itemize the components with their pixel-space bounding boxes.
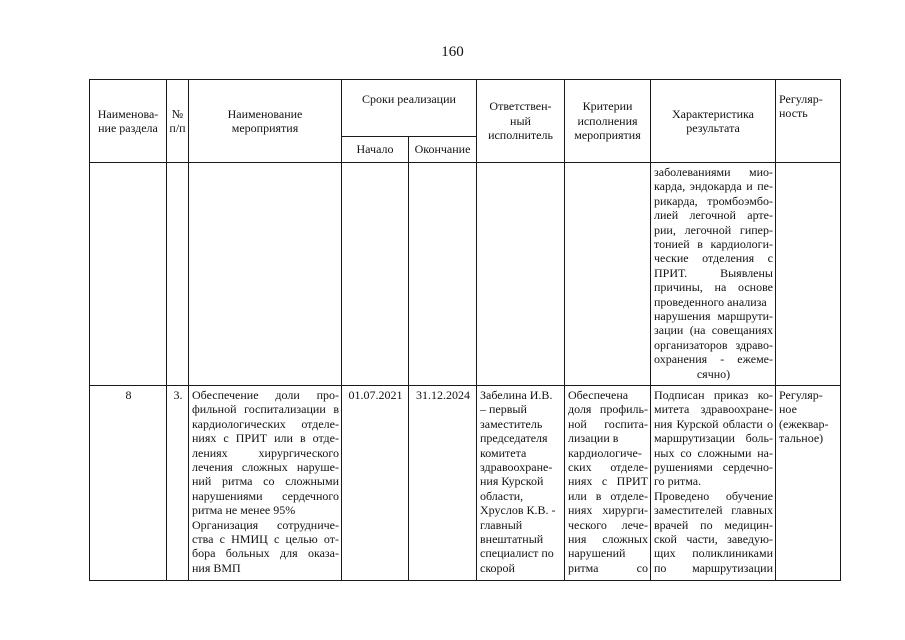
cell-end-date: 31.12.2024 <box>409 386 477 581</box>
cell-empty <box>90 163 167 386</box>
cell-criteria: Обеспечена доля профиль- ной госпита- лизации в кардиологиче- ских отделе- ниях с ПРИТ или в отделе- ниях хирурги- ческого лече- ния сложных нарушений ритма со <box>565 386 651 581</box>
header-start: Начало <box>342 137 409 163</box>
cell-section: 8 <box>90 386 167 581</box>
header-criteria: Критерии исполнения мероприятия <box>565 80 651 163</box>
header-section: Наименова- ние раздела <box>90 80 167 163</box>
cell-empty <box>342 163 409 386</box>
header-result: Характеристика результата <box>651 80 776 163</box>
header-regularity: Регуляр- ность <box>776 80 841 163</box>
header-event: Наименование мероприятия <box>189 80 342 163</box>
cell-start-date: 01.07.2021 <box>342 386 409 581</box>
cell-result: Подписан приказ ко- митета здравоохране- ния Курской области о маршрутизации боль- ных со сложными на- рушениями сердечно- го ритма. Проведено обучение заместителей главных врачей по медицин- ской части, заведую- щих поликлиниками по маршрутизации <box>651 386 776 581</box>
cell-regularity: Регуляр- ное (ежеквар- тальное) <box>776 386 841 581</box>
cell-empty <box>776 163 841 386</box>
events-table <box>89 79 841 581</box>
header-responsible: Ответствен- ный исполнитель <box>477 80 565 163</box>
cell-empty <box>409 163 477 386</box>
cell-empty <box>565 163 651 386</box>
cell-responsible: Забелина И.В. – первый заместитель председателя комитета здравоохране- ния Курской области, Хруслов К.В. - главный внештатный специалист по скорой <box>477 386 565 581</box>
table-row-continuation <box>90 163 841 386</box>
cell-empty <box>189 163 342 386</box>
table-row-8 <box>90 386 841 581</box>
cell-empty <box>477 163 565 386</box>
header-row <box>90 80 841 137</box>
header-terms: Сроки реализации <box>342 80 477 137</box>
cell-event: Обеспечение доли про- фильной госпитализации в кардиологических отделе- ниях с ПРИТ или в отде- лениях хирургического лечения сложных наруше- ний ритма со сложными нарушениями сердечного ритма не менее 95% Организация сотрудниче- ства с НМИЦ с целью от- бора больных для оказа- ния ВМП <box>189 386 342 581</box>
cell-num: 3. <box>167 386 189 581</box>
cell-result-continuation: заболеваниями мио- карда, эндокарда и пе- рикарда, тромбоэмбо- лией легочной арте- рии, легочной гипер- тонией в кардиологи- ческие отделения с ПРИТ. Выявлены причины, на основе проведенного анализа нарушения маршрути- зации (на совещаниях организаторов здраво- охранения - ежеме- сячно) <box>651 163 776 386</box>
cell-empty <box>167 163 189 386</box>
header-end: Окончание <box>409 137 477 163</box>
page-number: 160 <box>441 44 464 60</box>
header-num: № п/п <box>167 80 189 163</box>
